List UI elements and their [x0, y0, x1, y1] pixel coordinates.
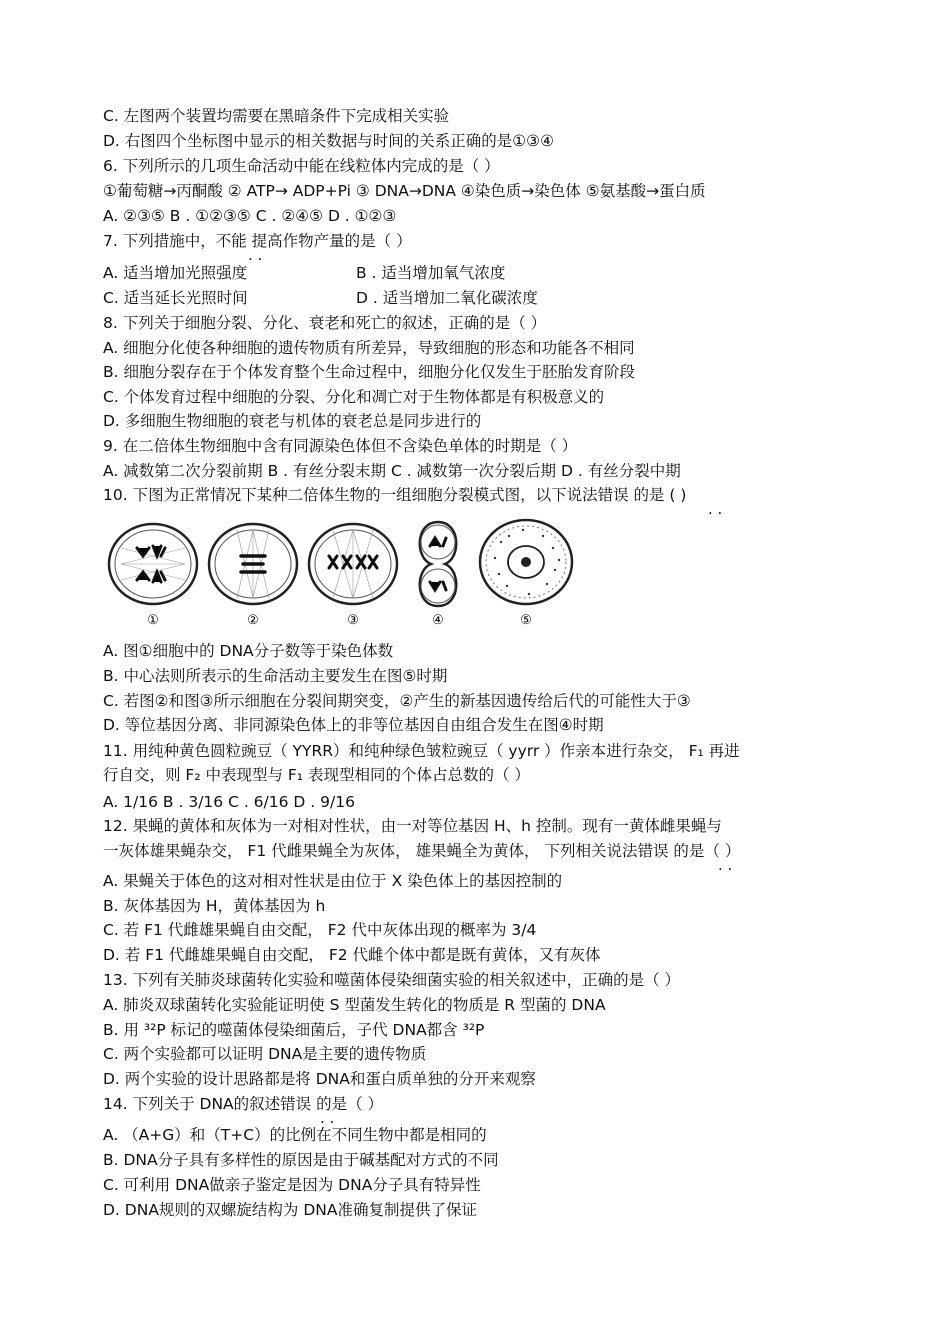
cell-label-5: ⑤	[520, 613, 532, 628]
q8-option-a: A. 细胞分化使各种细胞的遗传物质有所差异，导致细胞的形态和功能各不相同	[103, 339, 635, 357]
question-11: 11. 用纯种黄色圆粒豌豆（ YYRR）和纯种绿色皱粒豌豆（ yyrr ）作亲本进行杂交， F₁ 再进	[103, 742, 740, 760]
cell-3	[309, 524, 397, 604]
q7-option-b: B . 适当增加氧气浓度	[356, 264, 506, 282]
cell-label-4: ④	[432, 613, 444, 628]
question-6: 6. 下列所示的几项生命活动中能在线粒体内完成的是（ ）	[103, 157, 500, 175]
cell-label-3: ③	[347, 613, 359, 628]
question-14: 14. 下列关于 DNA的叙述错误 的是（ ）	[103, 1095, 383, 1113]
q14-option-c: C. 可利用 DNA做亲子鉴定是因为 DNA分子具有特异性	[103, 1176, 481, 1194]
emphasis-dots: . .	[718, 856, 733, 874]
q13-option-d: D. 两个实验的设计思路都是将 DNA和蛋白质单独的分开来观察	[103, 1070, 536, 1088]
question-10: 10. 下图为正常情况下某种二倍体生物的一组细胞分裂模式图，以下说法错误 的是 ( )	[103, 486, 687, 504]
q11-options: A. 1/16 B . 3/16 C . 6/16 D . 9/16	[103, 793, 355, 811]
cell-5	[480, 520, 572, 604]
q10-option-b: B. 中心法则所表示的生命活动主要发生在图⑤时期	[103, 667, 448, 685]
q12-option-a: A. 果蝇关于体色的这对相对性状是由位于 X 染色体上的基因控制的	[103, 872, 563, 890]
cell-2	[209, 524, 297, 604]
question-13: 13. 下列有关肺炎球菌转化实验和噬菌体侵染细菌实验的相关叙述中，正确的是（ ）	[103, 971, 681, 989]
q8-option-d: D. 多细胞生物细胞的衰老与机体的衰老总是同步进行的	[103, 412, 482, 430]
emphasis-dots: . .	[248, 246, 263, 264]
q14-option-b: B. DNA分子具有多样性的原因是由于碱基配对方式的不同	[103, 1151, 499, 1169]
q10-option-a: A. 图①细胞中的 DNA分子数等于染色体数	[103, 642, 394, 660]
emphasis-dots: . .	[320, 1109, 335, 1127]
q6-items: ①葡萄糖→丙酮酸 ② ATP→ ADP+Pi ③ DNA→DNA ④染色质→染色体 ⑤氨基酸→蛋白质	[103, 182, 706, 200]
q10-option-c: C. 若图②和图③所示细胞在分裂间期突变，②产生的新基因遗传给后代的可能性大于③	[103, 692, 691, 710]
q12-option-c: C. 若 F1 代雌雄果蝇自由交配， F2 代中灰体出现的概率为 3/4	[103, 921, 537, 939]
cell-4	[420, 522, 456, 606]
q7-options-ab	[103, 263, 506, 283]
emphasis-dots: . .	[708, 500, 723, 518]
q12-option-b: B. 灰体基因为 H，黄体基因为 h	[103, 897, 326, 915]
q7-option-a: A. 适当增加光照强度	[103, 264, 248, 282]
q10-option-d: D. 等位基因分离、非同源染色体上的非等位基因自由组合发生在图④时期	[103, 716, 604, 734]
cell-label-1: ①	[147, 613, 159, 628]
q8-option-b: B. 细胞分裂存在于个体发育整个生命过程中，细胞分化仅发生于胚胎发育阶段	[103, 363, 635, 381]
cell-1	[109, 524, 197, 604]
question-9: 9. 在二倍体生物细胞中含有同源染色体但不含染色单体的时期是（ ）	[103, 437, 578, 455]
cell-label-2: ②	[247, 613, 259, 628]
q13-option-b: B. 用 ³²P 标记的噬菌体侵染细菌后，子代 DNA都含 ³²P	[103, 1021, 485, 1039]
q7-option-c: C. 适当延长光照时间	[103, 289, 248, 307]
q13-option-a: A. 肺炎双球菌转化实验能证明使 S 型菌发生转化的物质是 R 型菌的 DNA	[103, 996, 606, 1014]
q9-options: A. 减数第二次分裂前期 B . 有丝分裂末期 C . 减数第一次分裂后期 D . 有丝分裂中期	[103, 462, 681, 480]
q5-option-c: C. 左图两个装置均需要在黑暗条件下完成相关实验	[103, 107, 450, 125]
q7-options-cd	[103, 288, 538, 308]
question-11-cont: 行自交，则 F₂ 中表现型与 F₁ 表现型相同的个体占总数的（ ）	[103, 766, 530, 784]
q13-option-c: C. 两个实验都可以证明 DNA是主要的遗传物质	[103, 1045, 427, 1063]
q7-option-d: D . 适当增加二氧化碳浓度	[356, 289, 538, 307]
q14-option-d: D. DNA规则的双螺旋结构为 DNA准确复制提供了保证	[103, 1201, 477, 1219]
q6-options: A. ②③⑤ B . ①②③⑤ C . ②④⑤ D . ①②③	[103, 207, 397, 225]
cell-division-svg	[103, 518, 583, 630]
question-8: 8. 下列关于细胞分裂、分化、衰老和死亡的叙述，正确的是（ ）	[103, 314, 547, 332]
question-12: 12. 果蝇的黄体和灰体为一对相对性状，由一对等位基因 H、h 控制。现有一黄体雌果蝇与	[103, 817, 722, 835]
question-12-cont: 一灰体雄果蝇杂交， F1 代雌果蝇全为灰体， 雄果蝇全为黄体， 下列相关说法错误 的是（ ）	[103, 842, 741, 860]
cell-division-figure	[103, 518, 583, 630]
q14-option-a: A. （A+G）和（T+C）的比例在不同生物中都是相同的	[103, 1126, 487, 1144]
q8-option-c: C. 个体发育过程中细胞的分裂、分化和凋亡对于生物体都是有积极意义的	[103, 388, 605, 406]
question-7: 7. 下列措施中，不能 提高作物产量的是（ ）	[103, 232, 412, 250]
q12-option-d: D. 若 F1 代雌雄果蝇自由交配， F2 代雌个体中都是既有黄体，又有灰体	[103, 946, 601, 964]
q5-option-d: D. 右图四个坐标图中显示的相关数据与时间的关系正确的是①③④	[103, 132, 554, 150]
